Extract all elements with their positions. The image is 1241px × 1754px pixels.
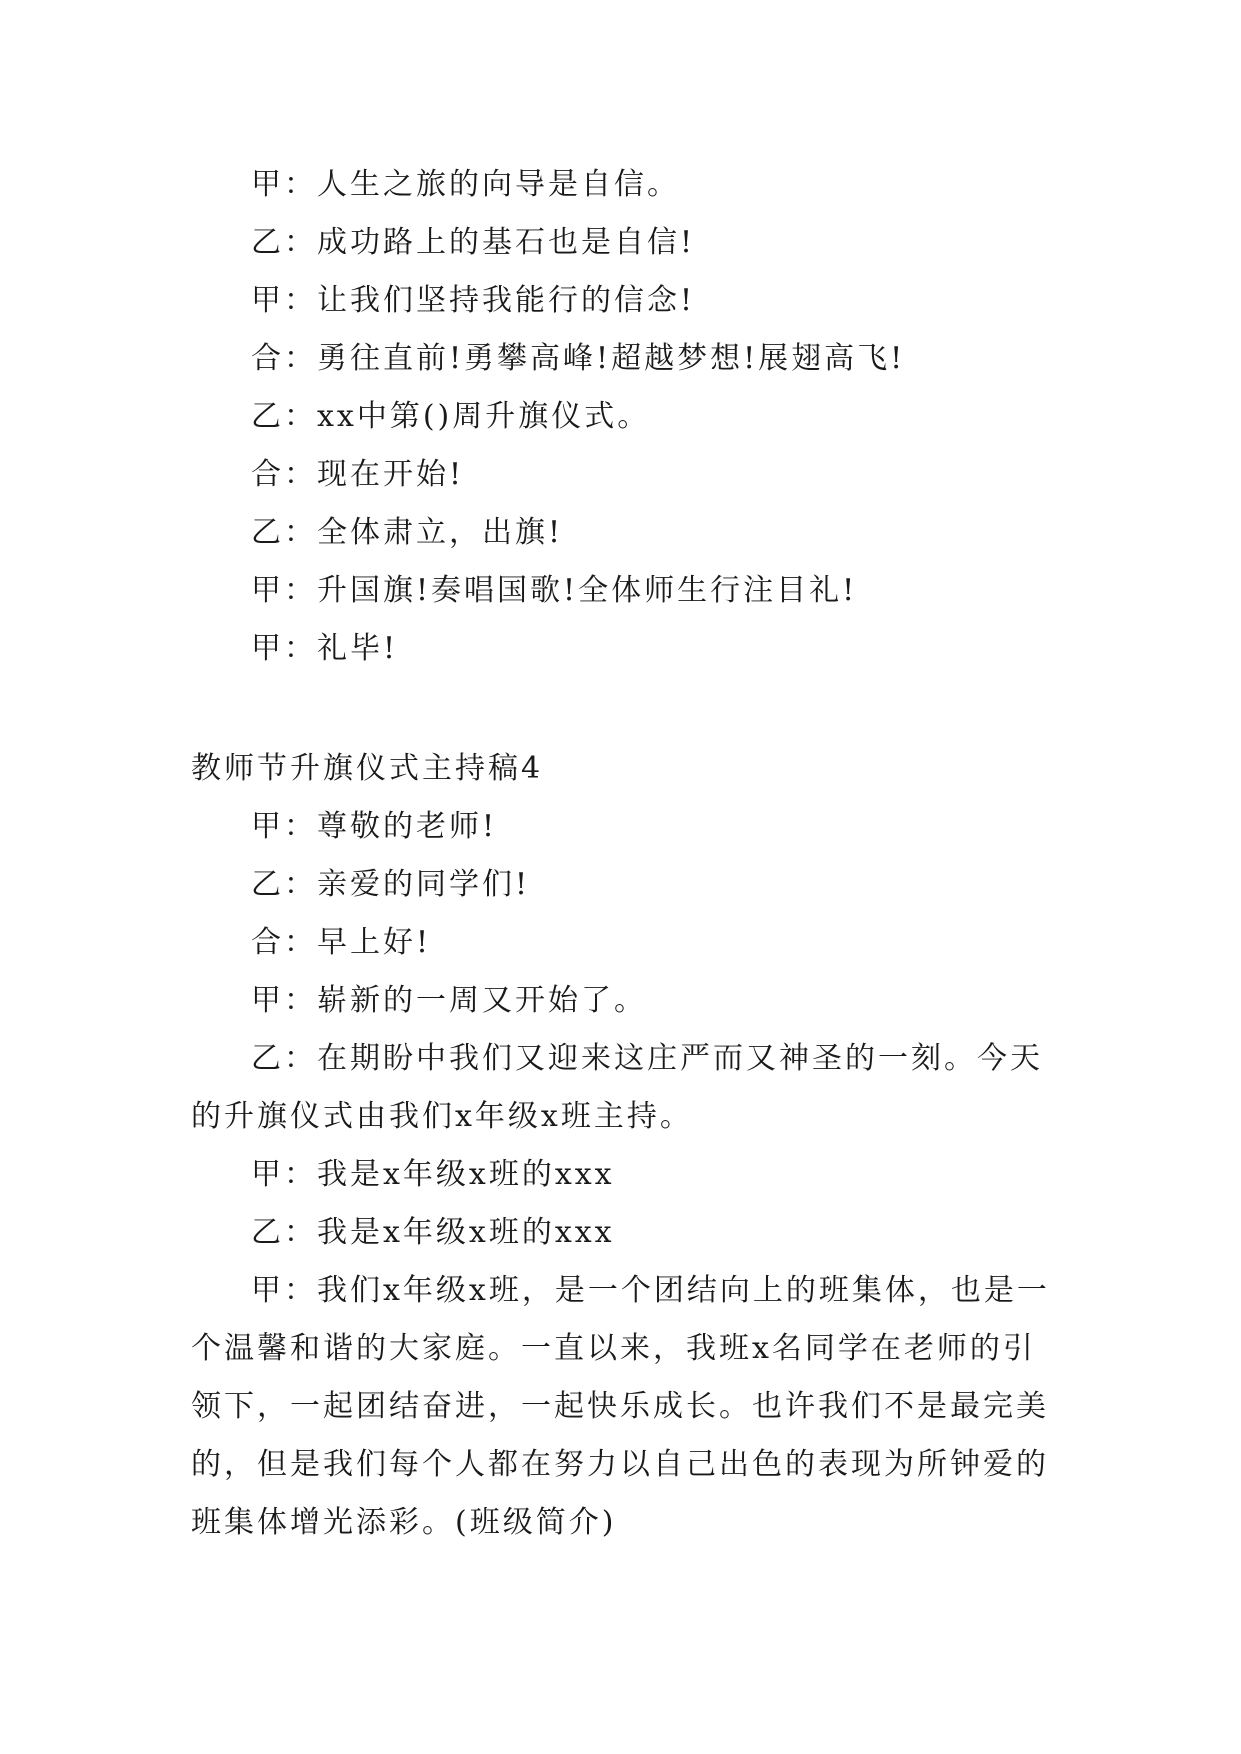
section-heading: 教师节升旗仪式主持稿4 xyxy=(191,751,544,786)
dialogue-line: 合：早上好! xyxy=(251,925,432,960)
dialogue-line: 合：勇往直前!勇攀高峰!超越梦想!展翅高飞! xyxy=(251,341,906,376)
section-two xyxy=(191,740,1059,1552)
dialogue-line: 乙：亲爱的同学们! xyxy=(251,867,531,902)
dialogue-line: 合：现在开始! xyxy=(251,457,465,492)
dialogue-line: 甲：让我们坚持我能行的信念! xyxy=(251,283,696,318)
dialogue-line: 乙：在期盼中我们又迎来这庄严而又神圣的一刻。今天的升旗仪式由我们x年级x班主持。 xyxy=(191,1041,1043,1134)
dialogue-line: 乙：成功路上的基石也是自信! xyxy=(251,225,696,260)
dialogue-line: 乙：我是x年级x班的xxx xyxy=(251,1215,615,1250)
dialogue-line: 甲：我们x年级x班，是一个团结向上的班集体，也是一个温馨和谐的大家庭。一直以来，我班x名同学在老师的引领下，一起团结奋进，一起快乐成长。也许我们不是最完美的，但是我们每个人都在努力以自己出色的表现为所钟爱的班集体增光添彩。(班级简介) xyxy=(191,1273,1050,1540)
dialogue-line: 甲：礼毕! xyxy=(251,631,399,666)
dialogue-line: 甲：升国旗!奏唱国歌!全体师生行注目礼! xyxy=(251,573,858,608)
section-one xyxy=(191,156,1059,678)
dialogue-line: 甲：崭新的一周又开始了。 xyxy=(251,983,647,1018)
dialogue-line: 甲：尊敬的老师! xyxy=(251,809,498,844)
dialogue-line: 甲：人生之旅的向导是自信。 xyxy=(251,167,680,202)
dialogue-line: 乙：xx中第()周升旗仪式。 xyxy=(251,399,651,434)
dialogue-line: 乙：全体肃立，出旗! xyxy=(251,515,564,550)
dialogue-line: 甲：我是x年级x班的xxx xyxy=(251,1157,615,1192)
